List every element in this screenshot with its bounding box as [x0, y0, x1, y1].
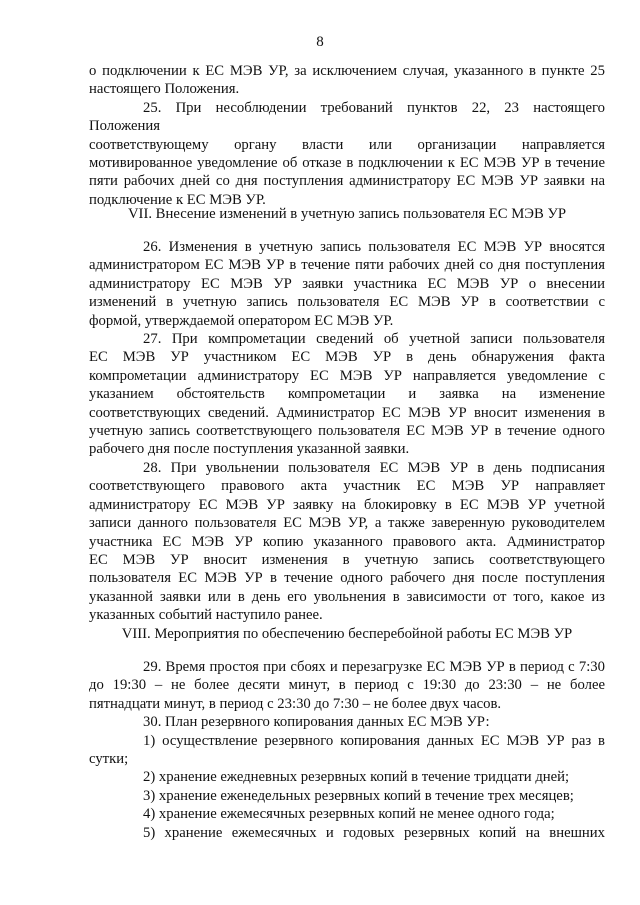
section-heading-8: VIII. Мероприятия по обеспечению бесперебойной работы ЕС МЭВ УР	[121, 626, 573, 642]
text-line: соответствующему органу власти или организации направляется	[89, 136, 605, 153]
text-line: пяти рабочих дней со дня поступления администратору ЕС МЭВ УР заявки на	[89, 173, 605, 190]
text-line: до 19:30 – не более десяти минут, в период с 19:30 до 23:30 – не более	[89, 677, 605, 694]
text-line: 25. При несоблюдении требований пунктов 22, 23 настоящего Положения	[89, 99, 605, 135]
text-line: указанной заявки или в день его увольнения в зависимости от того, какое из	[89, 588, 605, 605]
text-line: указанием обстоятельств компрометации и заявка на изменение	[89, 386, 605, 403]
text-line: 29. Время простоя при сбоях и перезагрузке ЕС МЭВ УР в период с 7:30	[143, 659, 605, 675]
text-line: 5) хранение ежемесячных и годовых резервных копий на внешних	[143, 824, 605, 841]
text-line: 30. План резервного копирования данных ЕС МЭВ УР:	[143, 714, 490, 731]
text-line: о подключении к ЕС МЭВ УР, за исключением случая, указанного в пункте 25	[89, 63, 605, 79]
text-block-1	[89, 62, 605, 209]
text-line: 4) хранение ежемесячных резервных копий не менее одного года;	[143, 806, 555, 823]
section-heading-7: VII. Внесение изменений в учетную запись пользователя ЕС МЭВ УР	[127, 206, 567, 222]
text-line: указанных событий наступило ранее.	[89, 607, 323, 624]
text-line: настоящего Положения.	[89, 81, 240, 98]
text-line: 26. Изменения в учетную запись пользователя ЕС МЭВ УР вносятся	[143, 239, 605, 255]
text-line: 28. При увольнении пользователя ЕС МЭВ УР в день подписания	[143, 459, 605, 476]
text-line: администратору ЕС МЭВ УР заявки участника ЕС МЭВ УР о внесении	[89, 275, 605, 292]
text-line: 27. При компрометации сведений об учетной записи пользователя	[143, 331, 605, 348]
text-line: сутки;	[89, 751, 129, 768]
text-line: 2) хранение ежедневных резервных копий в течение тридцати дней;	[143, 769, 570, 786]
text-line: пользователя ЕС МЭВ УР в течение одного рабочего дня после поступления	[89, 570, 605, 587]
text-line: рабочего дня после поступления указанной заявки.	[89, 441, 410, 458]
text-line: ЕС МЭВ УР вносит изменения в учетную запись соответствующего	[89, 551, 605, 568]
text-block-2	[89, 238, 605, 625]
text-line: пятнадцати минут, в период с 23:30 до 7:30 – не более двух часов.	[89, 695, 502, 712]
text-line: 3) хранение еженедельных резервных копий в течение трех месяцев;	[143, 787, 574, 804]
page-number: 8	[316, 34, 324, 50]
text-block-3	[89, 658, 605, 842]
text-line: подключение к ЕС МЭВ УР.	[89, 191, 266, 208]
text-line: администратору ЕС МЭВ УР заявку на блокировку в ЕС МЭВ УР учетной	[89, 496, 605, 513]
text-line: администратором ЕС МЭВ УР в течение пяти рабочих дней со дня поступления	[89, 257, 605, 274]
text-line: соответствующих сведений. Администратор ЕС МЭВ УР вносит изменения в	[89, 404, 605, 421]
text-line: компрометации администратору ЕС МЭВ УР направляется уведомление с	[89, 367, 605, 384]
text-line: учетную запись соответствующего пользователя ЕС МЭВ УР в течение одного	[89, 423, 605, 440]
text-line: записи данного пользователя ЕС МЭВ УР, а также заверенную руководителем	[89, 515, 605, 532]
text-line: 1) осуществление резервного копирования данных ЕС МЭВ УР раз в	[143, 732, 605, 749]
text-line: изменений в учетную запись пользователя ЕС МЭВ УР в соответствии с	[89, 294, 605, 311]
text-line: соответствующего правового акта участник ЕС МЭВ УР направляет	[89, 478, 605, 495]
text-line: участника ЕС МЭВ УР копию указанного правового акта. Администратор	[89, 533, 605, 550]
text-line: ЕС МЭВ УР участником ЕС МЭВ УР в день обнаружения факта	[89, 349, 605, 366]
text-line: формой, утверждаемой оператором ЕС МЭВ УР.	[89, 312, 394, 329]
text-line: мотивированное уведомление об отказе в подключении к ЕС МЭВ УР в течение	[89, 155, 605, 172]
